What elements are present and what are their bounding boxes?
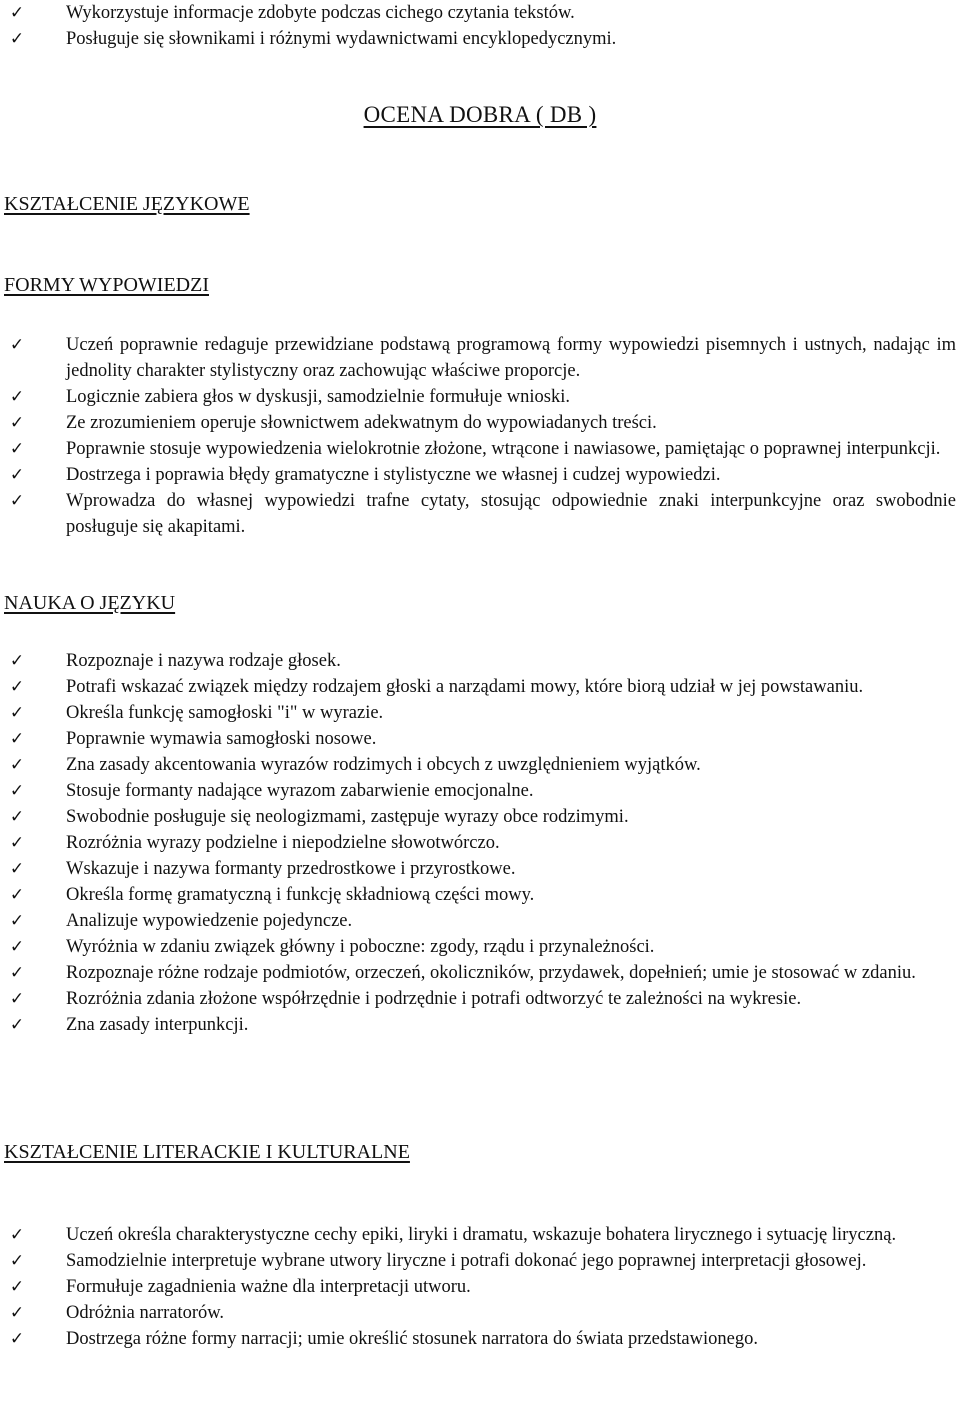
list-item: ✓ Rozróżnia zdania złożone współrzędnie i podrzędnie i potrafi odtworzyć te zależności na wykresie.: [0, 986, 960, 1012]
checkmark-icon: ✓: [9, 781, 25, 801]
checkmark-icon: ✓: [9, 703, 25, 723]
checkmark-icon: ✓: [9, 677, 25, 697]
list-item: ✓ Swobodnie posługuje się neologizmami, zastępuje wyrazy obce rodzimymi.: [0, 804, 960, 830]
checkmark-icon: ✓: [9, 1225, 25, 1245]
list-item: ✓ Dostrzega i poprawia błędy gramatyczne i stylistyczne we własnej i cudzej wypowiedzi.: [0, 462, 960, 488]
checkmark-icon: ✓: [9, 963, 25, 983]
list-item: ✓ Potrafi wskazać związek między rodzajem głoski a narządami mowy, które biorą udział w jej powstawaniu.: [0, 674, 960, 700]
checkmark-icon: ✓: [9, 859, 25, 879]
list-item: ✓ Poprawnie stosuje wypowiedzenia wielokrotnie złożone, wtrącone i nawiasowe, pamiętając o poprawnej interpunkcji.: [0, 436, 960, 462]
checkmark-icon: ✓: [9, 1015, 25, 1035]
checkmark-icon: ✓: [9, 885, 25, 905]
checkmark-icon: ✓: [9, 937, 25, 957]
list-item: ✓ Samodzielnie interpretuje wybrane utwory liryczne i potrafi dokonać jego poprawnej interpretacji głosowej.: [0, 1248, 960, 1274]
list-item: ✓ Analizuje wypowiedzenie pojedyncze.: [0, 908, 960, 934]
checkmark-icon: ✓: [9, 729, 25, 749]
checkmark-icon: ✓: [9, 439, 25, 459]
checkmark-icon: ✓: [9, 1251, 25, 1271]
checkmark-icon: ✓: [9, 807, 25, 827]
list-item: ✓ Logicznie zabiera głos w dyskusji, samodzielnie formułuje wnioski.: [0, 384, 960, 410]
list-item: ✓ Posługuje się słownikami i różnymi wydawnictwami encyklopedycznymi.: [0, 26, 960, 52]
list-item: ✓ Wskazuje i nazywa formanty przedrostkowe i przyrostkowe.: [0, 856, 960, 882]
checkmark-icon: ✓: [9, 651, 25, 671]
checkmark-icon: ✓: [9, 989, 25, 1009]
list-item: ✓ Rozróżnia wyrazy podzielne i niepodzielne słowotwórczo.: [0, 830, 960, 856]
section-heading-literary: KSZTAŁCENIE LITERACKIE I KULTURALNE: [4, 1141, 410, 1163]
checkmark-icon: ✓: [9, 29, 25, 49]
checkmark-icon: ✓: [9, 911, 25, 931]
list-item: ✓ Poprawnie wymawia samogłoski nosowe.: [0, 726, 960, 752]
list-item: ✓ Stosuje formanty nadające wyrazom zabarwienie emocjonalne.: [0, 778, 960, 804]
checkmark-icon: ✓: [9, 755, 25, 775]
list-item: ✓ Wykorzystuje informacje zdobyte podczas cichego czytania tekstów.: [0, 0, 960, 26]
list-item: ✓ Formułuje zagadnienia ważne dla interpretacji utworu.: [0, 1274, 960, 1300]
list-item: ✓ Zna zasady akcentowania wyrazów rodzimych i obcych z uwzględnieniem wyjątków.: [0, 752, 960, 778]
list-item: ✓ Rozpoznaje różne rodzaje podmiotów, orzeczeń, okoliczników, przydawek, dopełnień; umie je stosować w zdaniu.: [0, 960, 960, 986]
top-checklist: [0, 0, 960, 52]
checkmark-icon: ✓: [9, 833, 25, 853]
list-item: ✓ Odróżnia narratorów.: [0, 1300, 960, 1326]
list-item: ✓ Uczeń określa charakterystyczne cechy epiki, liryki i dramatu, wskazuje bohatera lirycznego i sytuację liryczną.: [0, 1222, 960, 1248]
checkmark-icon: ✓: [9, 491, 25, 511]
checkmark-icon: ✓: [9, 1329, 25, 1349]
list-item: ✓ Dostrzega różne formy narracji; umie określić stosunek narratora do świata przedstawionego.: [0, 1326, 960, 1352]
checkmark-icon: ✓: [9, 465, 25, 485]
subsection-heading-forms: FORMY WYPOWIEDZI: [4, 274, 209, 296]
list-item: ✓ Określa funkcję samogłoski "i" w wyrazie.: [0, 700, 960, 726]
checkmark-icon: ✓: [9, 1303, 25, 1323]
checkmark-icon: ✓: [9, 3, 25, 23]
science-checklist: [0, 648, 960, 1038]
page-title: OCENA DOBRA ( DB ): [363, 102, 597, 127]
checkmark-icon: ✓: [9, 387, 25, 407]
list-item: ✓ Zna zasady interpunkcji.: [0, 1012, 960, 1038]
literary-checklist: [0, 1222, 960, 1352]
list-item: ✓ Ze zrozumieniem operuje słownictwem adekwatnym do wypowiadanych treści.: [0, 410, 960, 436]
checkmark-icon: ✓: [9, 335, 25, 355]
list-item: ✓ Wprowadza do własnej wypowiedzi trafne cytaty, stosując odpowiednie znaki interpunkcyjne oraz swobodnie posługuje się akapitami.: [0, 488, 960, 540]
checkmark-icon: ✓: [9, 413, 25, 433]
list-item: ✓ Uczeń poprawnie redaguje przewidziane podstawą programową formy wypowiedzi pisemnych i ustnych, nadając im jednolity charakter stylistyczny oraz zachowując właściwe proporcje.: [0, 332, 960, 384]
list-item: ✓ Określa formę gramatyczną i funkcję składniową części mowy.: [0, 882, 960, 908]
forms-checklist: [0, 332, 960, 540]
checkmark-icon: ✓: [9, 1277, 25, 1297]
list-item: ✓ Rozpoznaje i nazywa rodzaje głosek.: [0, 648, 960, 674]
subsection-heading-science: NAUKA O JĘZYKU: [4, 592, 176, 614]
list-item: ✓ Wyróżnia w zdaniu związek główny i poboczne: zgody, rządu i przynależności.: [0, 934, 960, 960]
section-heading-language: KSZTAŁCENIE JĘZYKOWE: [4, 193, 250, 215]
